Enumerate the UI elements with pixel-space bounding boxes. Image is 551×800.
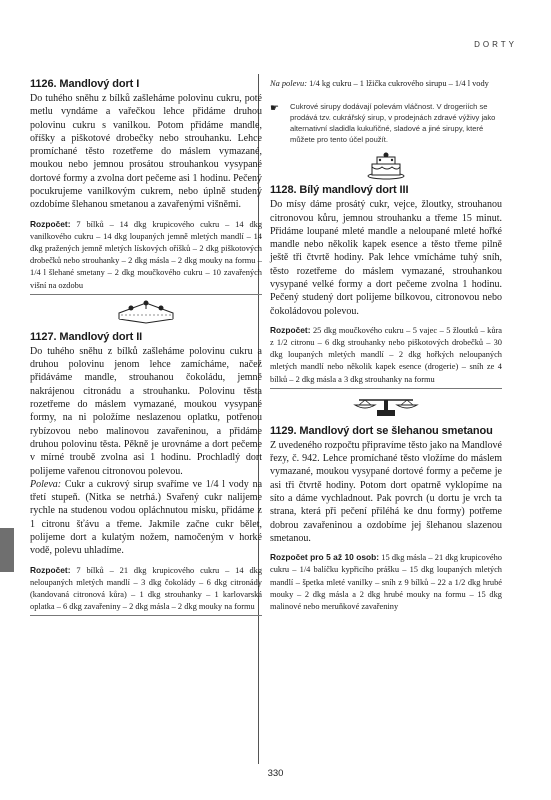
- recipe-1127: [30, 331, 262, 617]
- page-number: 330: [267, 768, 284, 779]
- glaze-label: Poleva:: [30, 478, 62, 490]
- glaze-ingredients-text: 1/4 kg cukru – 1 lžička cukrového sirupu – 1/4 l vody: [309, 79, 489, 88]
- recipe-text: Do tuhého sněhu z bílků zašleháme polovinu cukru, poté metlu vyndáme a vařečkou lehce přidáme druhou polovinu cukru s vanilkou. Potom přidáme mandle, oříšky a piškotové drobečky nebo strouhanku. Lehce promíchané těsto rozetřeme do máslem vymazané, moukou nebo jemnou prosátou strouhankou vysypané dortové formy a zvolna dort pečeme asi 1 hodinu. Pečený pocukrujeme vanilkovým cukrem, nebo úplně studený ozdobíme šlehanou smetanou a zavařenými višněmi.: [30, 93, 262, 211]
- recipe-text: Do tuhého sněhu z bílků zašleháme polovinu cukru a druhou polovinu jenom lehce zamícháme, načež přidáváme mandle, strouhanou čokoládu, jemně nakrájenou citronádu a strouhanku. Polovinu těsta rozetřeme do máslem vymazané, moukou vysypané formy, na ni položíme neslazenou oplatku, potřenou rybízovou nebo malinovou zavařeninou, a přidáme druhou polovinu těsta. Pěkně je urovnáme a dort pečeme v mírné troubě zvolna asi 1 hodinu. Prochladlý dort polijeme vařenou citronovou polevou.: [30, 345, 262, 477]
- recipe-ingredients: [30, 218, 262, 295]
- cake-slice-illustration: [30, 298, 262, 326]
- ingredients-text: 25 dkg moučkového cukru – 5 vajec – 5 žloutků – kůra z 1/2 citronu – 6 dkg strouhanky nebo piškotových drobečků – 30 dkg loupaných mletých mandlí – 2 dkg hořkých neloupaných mletých mandlí nebo několik kapek esence (drogerie) – sníh ze 4 bílků – 2 dkg másla a 3 dkg strouhanky na formu: [270, 325, 503, 384]
- ingredients-text: 15 dkg másla – 21 dkg krupicového cukru – 1/4 balíčku kypřicího prášku – 15 dkg loupaných mletých mandlí – špetka mleté vanilky – sníh z 9 bílků – 22 a 1/2 dkg hrubé mouky – 2 dkg másla a 2 dkg hrubé mouky na formu – 15 dkg malinové nebo meruňkové zavařeniny: [270, 553, 502, 612]
- section-tab-marker: [0, 528, 14, 572]
- glaze-text: Cukr a cukrový sirup svaříme ve 1/4 l vody na třetí stupeň. (Nitka se netrhá.) Svařený cukr nalijeme rychle na studenou vodou opláchnutou misku, přidáme z 1 citronu šťávu a třeme. Jakmile začne cukr bělet, polijeme dort a kulatým nožem, namočeným v horké vodě, polevu uhladíme.: [30, 478, 263, 557]
- hand-pointer-icon: ☛: [270, 103, 279, 115]
- recipe-title: 1126. Mandlový dort I: [30, 78, 140, 90]
- recipe-text: Do mísy dáme prosátý cukr, vejce, žloutky, strouhanou citronovou kůru, jemnou strouhanku a třeme 15 minut. Přidáme loupané mleté mandle a neloupané mleté hořké mandle nebo několik kapek esence a těsto třeme pilně ještě tři čtvrtě hodiny. Pak lehce vmícháme tuhý sníh, těsto rozetřeme do máslem vymazané, strouhankou vysypané velké formy a dort pečeme zvolna 1 hodinu. Pečený studený dort polijeme bílkovou, citronovou nebo čokoládovou polevou.: [270, 199, 502, 317]
- ingredients-text: 7 bílků – 14 dkg krupicového cukru – 14 dkg vanilkového cukru – 14 dkg loupaných jemně mletých mandlí – 14 dkg pražených jemně mletých lískových oříšků – 2 dkg piškotových drobečků nebo strouhanky – 2 dkg másla – 2 dkg mouky na formu – 1/4 l šlehané smetany – 2 dkg moučkového cukru – 10 zavařených višní na ozdobu: [30, 219, 263, 290]
- recipe-title: 1128. Bílý mandlový dort III: [270, 184, 409, 197]
- scale-illustration: [270, 392, 502, 420]
- tip-box: [270, 101, 502, 145]
- cake-slice-icon: [111, 299, 181, 325]
- recipe-title: 1127. Mandlový dort II: [30, 330, 143, 343]
- left-column: [30, 78, 262, 616]
- ingredients-label: Rozpočet:: [30, 218, 71, 229]
- right-column: [270, 78, 502, 615]
- ingredients-label: Rozpočet:: [270, 324, 311, 335]
- recipe-1128: [270, 184, 502, 389]
- recipe-1129: [270, 425, 502, 615]
- recipe-text: Z uvedeného rozpočtu připravíme těsto jako na Mandlové řezy, č. 942. Lehce promíchané těsto vložíme do máslem vymazané, moukou vysypané dortové formy a pečeme je asi tři čtvrtě hodiny. Potom dort opatrně vyklopíme na síto a dáme vychladnout. Pak povrch (u dortu je vrch ta strana, která při pečení přiléhá ke dnu formy) potřeme dobrou zavařeninou a ozdobíme jej šlehanou slazenou smetanou.: [270, 439, 502, 544]
- cake-icon: [366, 150, 406, 180]
- recipe-ingredients: [270, 551, 502, 615]
- cake-illustration: [270, 151, 502, 179]
- glaze-paragraph: [30, 478, 262, 558]
- recipe-1126: [30, 78, 262, 295]
- ingredients-text: 7 bílků – 21 dkg krupicového cukru – 14 dkg neloupaných mletých mandlí – 3 dkg čokolády – 6 dkg citronády (kandovaná citronová kůra) – 1 dkg strouhanky – 1 karlovarská oplatka – 6 dkg zavařeniny – 2 dkg másla – 2 dkg mouky na formu: [30, 565, 263, 612]
- glaze-ingredients-label: Na polevu:: [270, 79, 307, 88]
- ingredients-label: Rozpočet pro 5 až 10 osob:: [270, 552, 380, 563]
- glaze-ingredients: [270, 78, 502, 92]
- recipe-title: 1129. Mandlový dort se šlehanou smetanou: [270, 424, 493, 437]
- running-header: DORTY: [474, 40, 517, 49]
- recipe-ingredients: [30, 564, 262, 617]
- kitchen-scale-icon: [351, 394, 421, 418]
- ingredients-label: Rozpočet:: [30, 564, 71, 575]
- recipe-ingredients: [270, 324, 502, 389]
- tip-text: Cukrové sirupy dodávají polevám vláčnost. V drogeriích se prodává tzv. cukrářský sirup, v prodejnách zdravé výživy jako alternativní sladidla kukuřičné, sladové a jiné sirupy, které můžete pro tento účel použít.: [290, 102, 496, 145]
